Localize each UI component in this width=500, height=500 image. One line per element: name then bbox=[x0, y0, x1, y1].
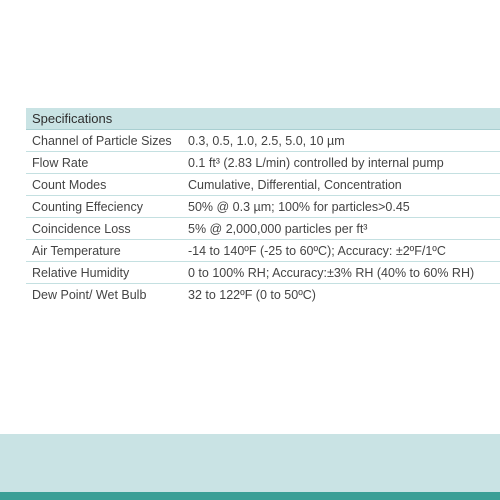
footer-accent-strip bbox=[0, 492, 500, 500]
table-row bbox=[26, 196, 500, 218]
table-row bbox=[26, 152, 500, 174]
row-value: 5% @ 2,000,000 particles per ft³ bbox=[188, 221, 368, 236]
row-value: 0.3, 0.5, 1.0, 2.5, 5.0, 10 µm bbox=[188, 133, 345, 148]
table-row bbox=[26, 240, 500, 262]
row-label: Relative Humidity bbox=[32, 265, 130, 280]
row-value: 32 to 122ºF (0 to 50ºC) bbox=[188, 287, 316, 302]
row-value: Cumulative, Differential, Concentration bbox=[188, 177, 402, 192]
table-row bbox=[26, 174, 500, 196]
footer-band bbox=[0, 434, 500, 492]
row-value: 50% @ 0.3 µm; 100% for particles>0.45 bbox=[188, 199, 410, 214]
table-row bbox=[26, 284, 500, 305]
table-row bbox=[26, 130, 500, 152]
table-header: Specifications bbox=[26, 108, 500, 130]
row-label: Coincidence Loss bbox=[32, 221, 131, 236]
table-row bbox=[26, 218, 500, 240]
row-label: Channel of Particle Sizes bbox=[32, 133, 172, 148]
row-value: 0 to 100% RH; Accuracy:±3% RH (40% to 60% RH) bbox=[188, 265, 475, 280]
row-value: -14 to 140ºF (-25 to 60ºC); Accuracy: ±2ºF/1ºC bbox=[188, 243, 446, 258]
row-value: 0.1 ft³ (2.83 L/min) controlled by internal pump bbox=[188, 155, 444, 170]
row-label: Dew Point/ Wet Bulb bbox=[32, 287, 147, 302]
specifications-table bbox=[26, 108, 500, 305]
row-label: Flow Rate bbox=[32, 155, 89, 170]
row-label: Counting Effeciency bbox=[32, 199, 143, 214]
row-label: Air Temperature bbox=[32, 243, 121, 258]
row-label: Count Modes bbox=[32, 177, 107, 192]
table-row bbox=[26, 262, 500, 284]
